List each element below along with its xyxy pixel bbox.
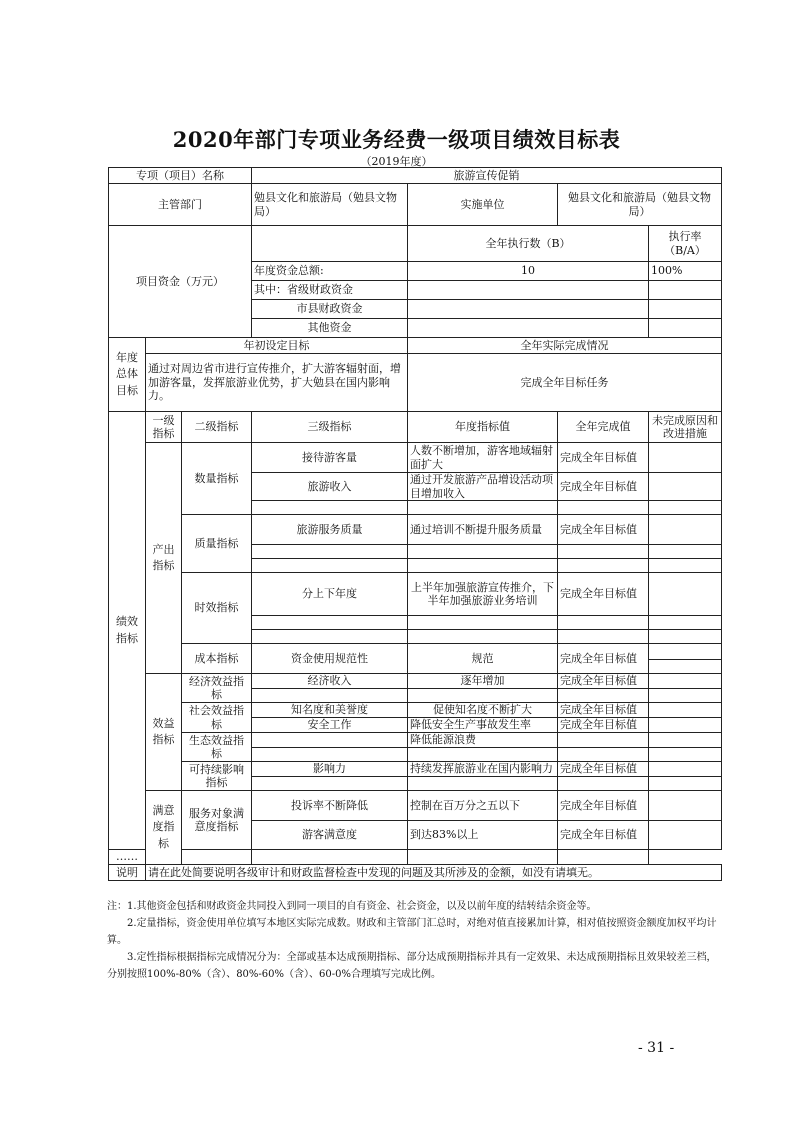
reason-value <box>649 791 722 821</box>
remark-label: 说明 <box>109 865 146 881</box>
project-name-label: 专项（项目）名称 <box>109 168 252 184</box>
header-target: 年度指标值 <box>408 412 558 443</box>
target-value: 到达83%以上 <box>408 821 558 850</box>
done-value: 完成全年目标值 <box>558 473 649 501</box>
funds-rate-value <box>649 300 722 319</box>
funds-row-label: 市县财政资金 <box>252 300 408 319</box>
funds-row-label: 其他资金 <box>252 319 408 338</box>
timeliness-indicators-label: 时效指标 <box>182 573 252 644</box>
empty-cell <box>649 545 722 559</box>
empty-cell <box>408 559 558 573</box>
empty-cell <box>558 559 649 573</box>
empty-cell <box>252 616 408 630</box>
empty-cell <box>649 777 722 791</box>
empty-cell <box>252 689 408 703</box>
done-value: 完成全年目标值 <box>558 674 649 689</box>
empty-cell <box>408 850 558 865</box>
funds-col-exec: 全年执行数（B） <box>408 226 649 262</box>
empty-cell <box>252 501 408 515</box>
satisfaction-indicators-label: 满意度指标 <box>146 791 182 865</box>
empty-cell <box>649 559 722 573</box>
empty-cell <box>408 748 558 762</box>
funds-rate-value <box>649 319 722 338</box>
dept-value: 勉县文化和旅游局（勉县文物局） <box>252 184 408 226</box>
empty-cell <box>649 689 722 703</box>
page-number: - 31 - <box>638 1040 675 1056</box>
level3-name: 知名度和美誉度 <box>252 703 408 718</box>
output-indicators-label: 产出指标 <box>146 443 182 674</box>
level3-name: 安全工作 <box>252 718 408 733</box>
funds-exec-value <box>408 300 649 319</box>
empty-cell <box>408 616 558 630</box>
remark-text: 请在此处简要说明各级审计和财政监督检查中发现的问题及其所涉及的金额，如没有请填无。 <box>146 865 722 881</box>
project-name-value: 旅游宣传促销 <box>252 168 722 184</box>
done-value: 完成全年目标值 <box>558 703 649 718</box>
reason-value <box>649 644 722 660</box>
reason-value <box>649 443 722 473</box>
target-value: 逐年增加 <box>408 674 558 689</box>
level3-name: 资金使用规范性 <box>252 644 408 674</box>
target-value: 规范 <box>408 644 558 674</box>
footnote-3: 3.定性指标根据指标完成情况分为：全部或基本达成预期指标、部分达成预期指标并具有一定效果、未达成预期指标且效果较差三档，分别按照100%-80%（含）、80%-60%（含）、60-0%合理填写完成比例。 <box>107 952 717 980</box>
indicators-section-label: 绩效指标 <box>109 412 146 850</box>
empty-cell <box>558 630 649 644</box>
funds-rate-value <box>649 281 722 300</box>
empty-cell <box>649 660 722 674</box>
target-value: 上半年加强旅游宣传推介，下半年加强旅游业务培训 <box>408 573 558 616</box>
economic-indicators-label: 经济效益指标 <box>182 674 252 703</box>
col-actual-completion: 全年实际完成情况 <box>408 338 722 354</box>
social-indicators-label: 社会效益指标 <box>182 703 252 733</box>
empty-cell <box>558 616 649 630</box>
target-value: 降低安全生产事故发生率 <box>408 718 558 733</box>
empty-cell <box>252 630 408 644</box>
done-value: 完成全年目标值 <box>558 515 649 545</box>
col-initial-goal: 年初设定目标 <box>146 338 408 354</box>
quantity-indicators-label: 数量指标 <box>182 443 252 515</box>
empty-cell <box>252 777 408 791</box>
done-value <box>558 733 649 748</box>
level3-name <box>252 733 408 748</box>
funds-col-rate: 执行率（B/A） <box>649 226 722 262</box>
header-done: 全年完成值 <box>558 412 649 443</box>
reason-value <box>649 473 722 501</box>
empty-cell <box>408 689 558 703</box>
empty-cell <box>252 559 408 573</box>
target-value: 促使知名度不断扩大 <box>408 703 558 718</box>
sustainability-indicators-label: 可持续影响指标 <box>182 762 252 791</box>
service-satisfaction-label: 服务对象满意度指标 <box>182 791 252 850</box>
reason-value <box>649 762 722 777</box>
level3-name: 经济收入 <box>252 674 408 689</box>
empty-cell <box>408 545 558 559</box>
impl-value: 勉县文化和旅游局（勉县文物局） <box>558 184 722 226</box>
funds-label: 项目资金（万元） <box>109 226 252 338</box>
ellipsis-cell: …… <box>109 850 146 865</box>
header-level3: 三级指标 <box>252 412 408 443</box>
actual-completion-text: 完成全年目标任务 <box>408 354 722 412</box>
empty-cell <box>649 616 722 630</box>
year-subtitle: （2019年度） <box>360 155 433 168</box>
empty-cell <box>252 850 408 865</box>
empty-cell <box>558 748 649 762</box>
level3-name: 旅游服务质量 <box>252 515 408 545</box>
dept-label: 主管部门 <box>109 184 252 226</box>
target-value: 降低能源浪费 <box>408 733 558 748</box>
empty-cell <box>408 501 558 515</box>
level3-name: 游客满意度 <box>252 821 408 850</box>
reason-value <box>649 674 722 689</box>
done-value: 完成全年目标值 <box>558 573 649 616</box>
empty-cell <box>182 850 252 865</box>
reason-value <box>649 515 722 545</box>
funds-exec-value <box>408 319 649 338</box>
benefit-indicators-label: 效益指标 <box>146 674 182 791</box>
reason-value <box>649 733 722 748</box>
footnote-1: 注：1.其他资金包括和财政资金共同投入到同一项目的自有资金、社会资金，以及以前年度的结转结余资金等。 <box>107 901 597 912</box>
target-value: 控制在百万分之五以下 <box>408 791 558 821</box>
impl-label: 实施单位 <box>408 184 558 226</box>
funds-rate-value: 100% <box>649 262 722 281</box>
header-reason: 未完成原因和改进措施 <box>649 412 722 443</box>
ecological-indicators-label: 生态效益指标 <box>182 733 252 762</box>
header-level2: 二级指标 <box>182 412 252 443</box>
empty-cell <box>649 630 722 644</box>
reason-value <box>649 718 722 733</box>
funds-exec-value: 10 <box>408 262 649 281</box>
empty-cell <box>649 501 722 515</box>
empty-cell <box>558 501 649 515</box>
reason-value <box>649 573 722 616</box>
done-value: 完成全年目标值 <box>558 821 649 850</box>
quality-indicators-label: 质量指标 <box>182 515 252 573</box>
funds-header-blank <box>252 226 408 262</box>
empty-cell <box>558 850 649 865</box>
target-value: 持续发挥旅游业在国内影响力 <box>408 762 558 777</box>
level3-name: 投诉率不断降低 <box>252 791 408 821</box>
reason-value <box>649 821 722 850</box>
done-value: 完成全年目标值 <box>558 791 649 821</box>
empty-cell <box>252 545 408 559</box>
done-value: 完成全年目标值 <box>558 718 649 733</box>
level3-name: 旅游收入 <box>252 473 408 501</box>
performance-target-table <box>108 167 722 881</box>
page-title: 2020年部门专项业务经费一级项目绩效目标表 <box>172 127 621 152</box>
done-value: 完成全年目标值 <box>558 443 649 473</box>
empty-cell <box>408 777 558 791</box>
footnotes <box>107 898 722 983</box>
funds-row-label: 其中：省级财政资金 <box>252 281 408 300</box>
target-value: 通过培训不断提升服务质量 <box>408 515 558 545</box>
target-value: 人数不断增加，游客地域辐射面扩大 <box>408 443 558 473</box>
header-level1: 一级指标 <box>146 412 182 443</box>
initial-goal-text: 通过对周边省市进行宣传推介，扩大游客辐射面，增加游客量，发挥旅游业优势，扩大勉县在国内影响力。 <box>146 354 408 412</box>
funds-row-label: 年度资金总额: <box>252 262 408 281</box>
reason-value <box>649 703 722 718</box>
empty-cell <box>558 689 649 703</box>
done-value: 完成全年目标值 <box>558 762 649 777</box>
empty-cell <box>558 777 649 791</box>
empty-cell <box>649 748 722 762</box>
level3-name: 分上下年度 <box>252 573 408 616</box>
target-value: 通过开发旅游产品增设活动项目增加收入 <box>408 473 558 501</box>
empty-cell <box>252 748 408 762</box>
empty-cell <box>408 630 558 644</box>
funds-exec-value <box>408 281 649 300</box>
cost-indicators-label: 成本指标 <box>182 644 252 674</box>
annual-goal-label: 年度总体目标 <box>109 338 146 412</box>
level3-name: 影响力 <box>252 762 408 777</box>
empty-cell <box>558 545 649 559</box>
footnote-2: 2.定量指标，资金使用单位填写本地区实际完成数。财政和主管部门汇总时，对绝对值直接累加计算，相对值按照资金额度加权平均计算。 <box>107 918 717 946</box>
level3-name: 接待游客量 <box>252 443 408 473</box>
done-value: 完成全年目标值 <box>558 644 649 674</box>
